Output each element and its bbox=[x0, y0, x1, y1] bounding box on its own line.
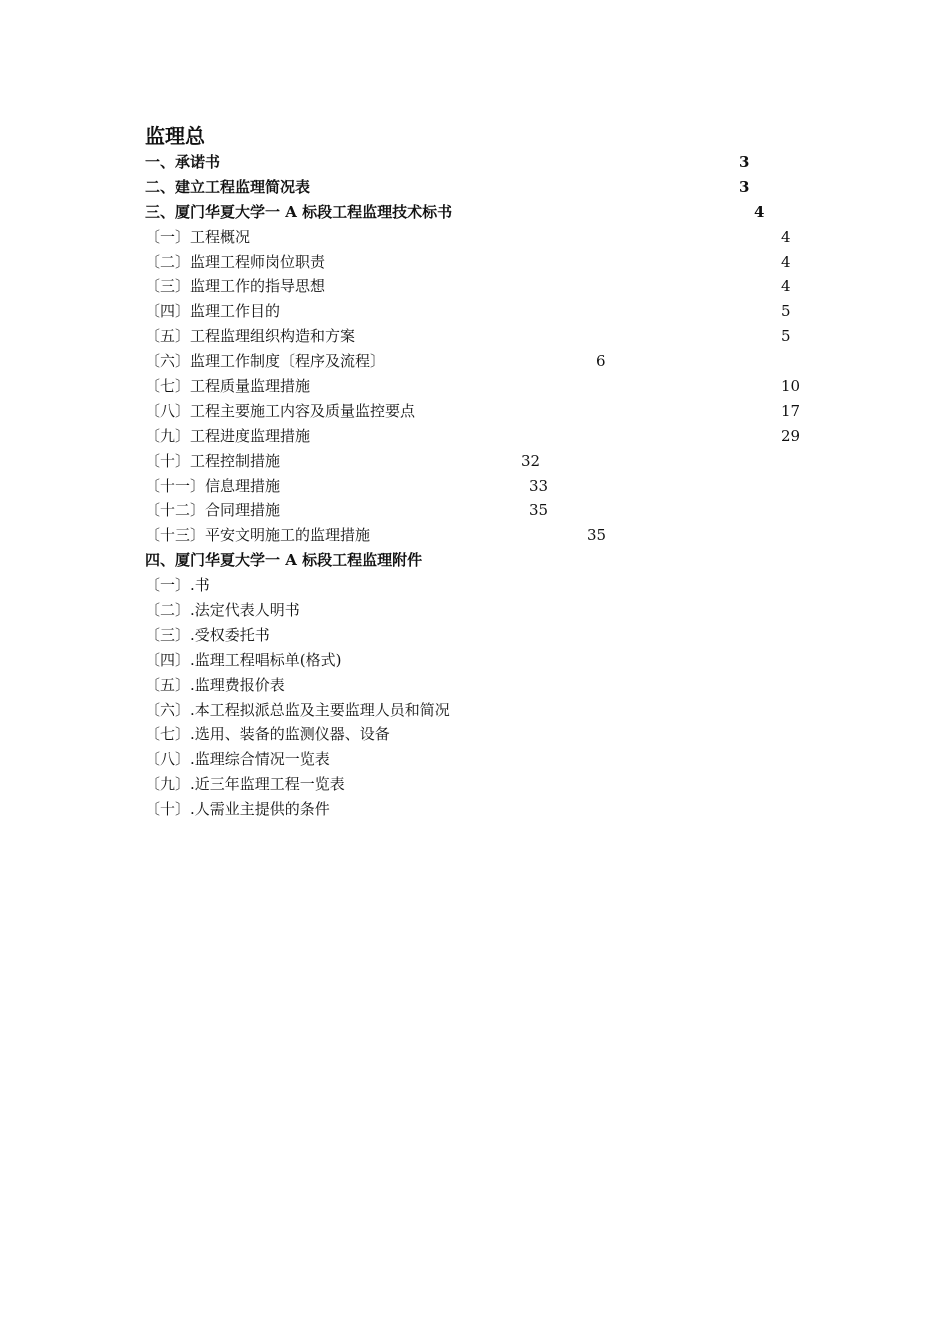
toc-entry-label: 〔四〕.监理工程唱标单(格式) bbox=[145, 650, 342, 669]
toc-entry-label: 一、承诺书 bbox=[145, 153, 221, 171]
toc-entry-label: 〔九〕工程进度监理措施 bbox=[145, 426, 311, 445]
toc-entry-page: 6 bbox=[596, 352, 606, 371]
toc-entry-page: 10 bbox=[781, 377, 801, 396]
toc-entry-14[interactable] bbox=[145, 474, 825, 499]
toc-entry-label: 〔三〕.受权委托书 bbox=[145, 625, 270, 644]
toc-entry-page: 4 bbox=[781, 227, 791, 246]
toc-entry-2[interactable] bbox=[145, 175, 825, 200]
toc-entry-page: 35 bbox=[529, 501, 549, 520]
toc-entry-16[interactable] bbox=[145, 523, 825, 548]
toc-entry-label: 〔一〕.书 bbox=[145, 576, 210, 595]
toc-entry-20[interactable] bbox=[145, 623, 825, 648]
toc-entry-page: 17 bbox=[781, 401, 801, 420]
toc-entry-page: 4 bbox=[781, 252, 791, 271]
toc-entry-page: 3 bbox=[739, 177, 750, 196]
toc-entry-label: 四、厦门华夏大学一 A 标段工程监理附件 bbox=[145, 551, 423, 570]
toc-entry-page: 35 bbox=[587, 526, 607, 545]
toc-title: 监理总 bbox=[145, 124, 205, 148]
toc-entry-page: 4 bbox=[754, 202, 765, 221]
toc-entry-label: 〔十〕.人需业主提供的条件 bbox=[145, 800, 330, 819]
toc-entry-label: 〔二〕监理工程师岗位职责 bbox=[145, 252, 326, 271]
toc-entry-label: 〔十三〕平安文明施工的监理措施 bbox=[145, 526, 371, 545]
toc-entry-3[interactable] bbox=[145, 200, 825, 225]
toc-entry-22[interactable] bbox=[145, 673, 825, 698]
toc-entry-27[interactable] bbox=[145, 797, 825, 822]
toc-entry-1[interactable] bbox=[145, 150, 825, 175]
toc-entry-label: 〔五〕.监理费报价表 bbox=[145, 675, 285, 694]
toc-entry-page: 4 bbox=[781, 277, 791, 296]
toc-entry-label: 〔四〕监理工作目的 bbox=[145, 302, 281, 321]
toc-entry-label: 〔六〕监理工作制度〔程序及流程〕 bbox=[145, 352, 386, 371]
toc-entry-9[interactable] bbox=[145, 349, 825, 374]
toc-entry-page: 33 bbox=[529, 476, 549, 495]
toc-entry-25[interactable] bbox=[145, 747, 825, 772]
toc-entry-page: 3 bbox=[739, 153, 750, 171]
toc-entry-label: 〔七〕.选用、装备的监测仪器、设备 bbox=[145, 725, 390, 744]
toc-entry-24[interactable] bbox=[145, 722, 825, 747]
toc-entry-label: 〔三〕监理工作的指导思想 bbox=[145, 277, 326, 296]
toc-entry-23[interactable] bbox=[145, 698, 825, 723]
toc-entry-18[interactable] bbox=[145, 573, 825, 598]
toc-entry-12[interactable] bbox=[145, 424, 825, 449]
toc-entry-label: 〔六〕.本工程拟派总监及主要监理人员和简况 bbox=[145, 700, 450, 719]
toc-entry-7[interactable] bbox=[145, 299, 825, 324]
toc-entry-21[interactable] bbox=[145, 648, 825, 673]
toc-entry-page: 5 bbox=[781, 327, 791, 346]
table-of-contents bbox=[145, 122, 825, 822]
toc-entry-label: 三、厦门华夏大学一 A 标段工程监理技术标书 bbox=[145, 202, 453, 221]
toc-entry-11[interactable] bbox=[145, 399, 825, 424]
toc-entry-8[interactable] bbox=[145, 324, 825, 349]
toc-entry-label: 〔八〕.监理综合情况一览表 bbox=[145, 750, 330, 769]
toc-entry-label: 〔七〕工程质量监理措施 bbox=[145, 377, 311, 396]
toc-entry-label: 〔二〕.法定代表人明书 bbox=[145, 601, 300, 620]
toc-entry-6[interactable] bbox=[145, 274, 825, 299]
toc-list bbox=[145, 150, 825, 822]
toc-entry-15[interactable] bbox=[145, 498, 825, 523]
toc-entry-5[interactable] bbox=[145, 250, 825, 275]
toc-entry-label: 〔十二〕合同理措施 bbox=[145, 501, 281, 520]
toc-entry-4[interactable] bbox=[145, 225, 825, 250]
toc-entry-page: 5 bbox=[781, 302, 791, 321]
toc-entry-label: 二、建立工程监理简况表 bbox=[145, 177, 311, 196]
toc-entry-label: 〔十〕工程控制措施 bbox=[145, 451, 281, 470]
toc-entry-10[interactable] bbox=[145, 374, 825, 399]
toc-entry-page: 32 bbox=[521, 451, 541, 470]
toc-entry-label: 〔五〕工程监理组织构造和方案 bbox=[145, 327, 356, 346]
toc-entry-13[interactable] bbox=[145, 449, 825, 474]
toc-entry-17[interactable] bbox=[145, 548, 825, 573]
toc-entry-19[interactable] bbox=[145, 598, 825, 623]
toc-entry-label: 〔一〕工程概况 bbox=[145, 227, 251, 246]
toc-entry-label: 〔十一〕信息理措施 bbox=[145, 476, 281, 495]
toc-entry-page: 29 bbox=[781, 426, 801, 445]
toc-entry-label: 〔八〕工程主要施工内容及质量监控要点 bbox=[145, 401, 416, 420]
toc-entry-26[interactable] bbox=[145, 772, 825, 797]
toc-entry-label: 〔九〕.近三年监理工程一览表 bbox=[145, 775, 345, 794]
